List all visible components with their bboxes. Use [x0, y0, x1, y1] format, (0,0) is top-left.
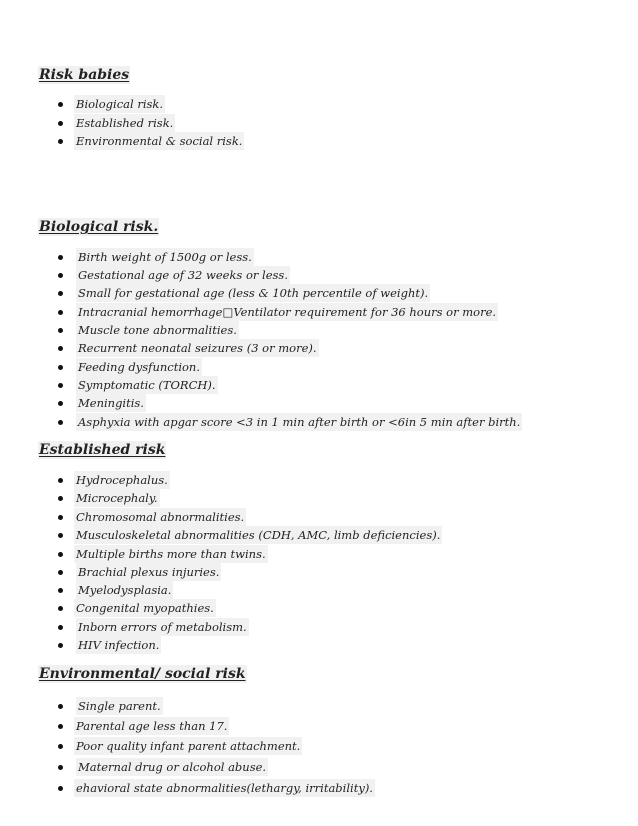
list-item-text: Recurrent neonatal seizures (3 or more).	[78, 341, 317, 355]
list-item-text: Musculoskeletal abnormalities (CDH, AMC, limb deficiencies).	[76, 528, 441, 542]
bullet-icon	[58, 291, 63, 296]
bullet-icon	[58, 383, 63, 388]
list-item-text: Asphyxia with apgar score <3 in 1 min after birth or <6in 5 min after birth.	[78, 415, 521, 429]
list-item-text: Single parent.	[78, 699, 161, 713]
bullet-icon	[58, 365, 63, 370]
list-item-text: Small for gestational age (less & 10th percentile of weight).	[78, 286, 429, 300]
list-item-text: Brachial plexus injuries.	[78, 565, 220, 579]
bullet-icon	[58, 328, 63, 333]
list-item-text: Muscle tone abnormalities.	[78, 323, 237, 337]
list-item-text: Maternal drug or alcohol abuse.	[78, 760, 267, 774]
list-item-text: Multiple births more than twins.	[76, 547, 266, 561]
bullet-icon	[58, 515, 63, 520]
bullet-icon	[58, 346, 63, 351]
list-item-text: HIV infection.	[78, 638, 160, 652]
bullet-icon	[58, 533, 63, 538]
list-item-text: Congenital myopathies.	[76, 601, 214, 615]
list-item-text: Myelodysplasia.	[78, 583, 172, 597]
bullet-icon	[58, 401, 63, 406]
list-item-text: Chromosomal abnormalities.	[76, 510, 245, 524]
list-item-text: Feeding dysfunction.	[78, 360, 200, 374]
list-item-text: Gestational age of 32 weeks or less.	[78, 268, 288, 282]
heading-established-risk: Established risk	[39, 442, 166, 458]
heading-environmental-social-risk: Environmental/ social risk	[39, 666, 246, 682]
bullet-icon	[58, 570, 63, 575]
bullet-icon	[58, 121, 63, 126]
list-item-text: ehavioral state abnormalities(lethargy, irritability).	[76, 781, 373, 795]
bullet-icon	[58, 765, 63, 770]
bullet-icon	[58, 724, 63, 729]
list-item-text: Parental age less than 17.	[76, 719, 228, 733]
bullet-icon	[58, 744, 63, 749]
bullet-icon	[58, 552, 63, 557]
list-item-text: Established risk.	[76, 116, 174, 130]
list-item-text: Environmental & social risk.	[76, 134, 243, 148]
list-item-text: Inborn errors of metabolism.	[78, 620, 247, 634]
list-item-text: Symptomatic (TORCH).	[78, 378, 216, 392]
bullet-icon	[58, 420, 63, 425]
bullet-icon	[58, 606, 63, 611]
bullet-icon	[58, 588, 63, 593]
bullet-icon	[58, 643, 63, 648]
bullet-icon	[58, 786, 63, 791]
list-item-text: Meningitis.	[78, 396, 144, 410]
bullet-icon	[58, 102, 63, 107]
list-item-text: Hydrocephalus.	[76, 473, 168, 487]
list-item-text: Intracranial hemorrhage□Ventilator requirement for 36 hours or more.	[78, 305, 497, 319]
list-item-text: Microcephaly.	[76, 491, 158, 505]
heading-biological-risk: Biological risk.	[39, 219, 159, 235]
bullet-icon	[58, 704, 63, 709]
list-item-text: Birth weight of 1500g or less.	[78, 250, 252, 264]
bullet-icon	[58, 273, 63, 278]
bullet-icon	[58, 139, 63, 144]
list-item-text: Biological risk.	[76, 97, 164, 111]
bullet-icon	[58, 625, 63, 630]
bullet-icon	[58, 310, 63, 315]
bullet-icon	[58, 255, 63, 260]
list-item-text: Poor quality infant parent attachment.	[76, 739, 301, 753]
heading-risk-babies: Risk babies	[39, 67, 130, 83]
bullet-icon	[58, 478, 63, 483]
bullet-icon	[58, 496, 63, 501]
